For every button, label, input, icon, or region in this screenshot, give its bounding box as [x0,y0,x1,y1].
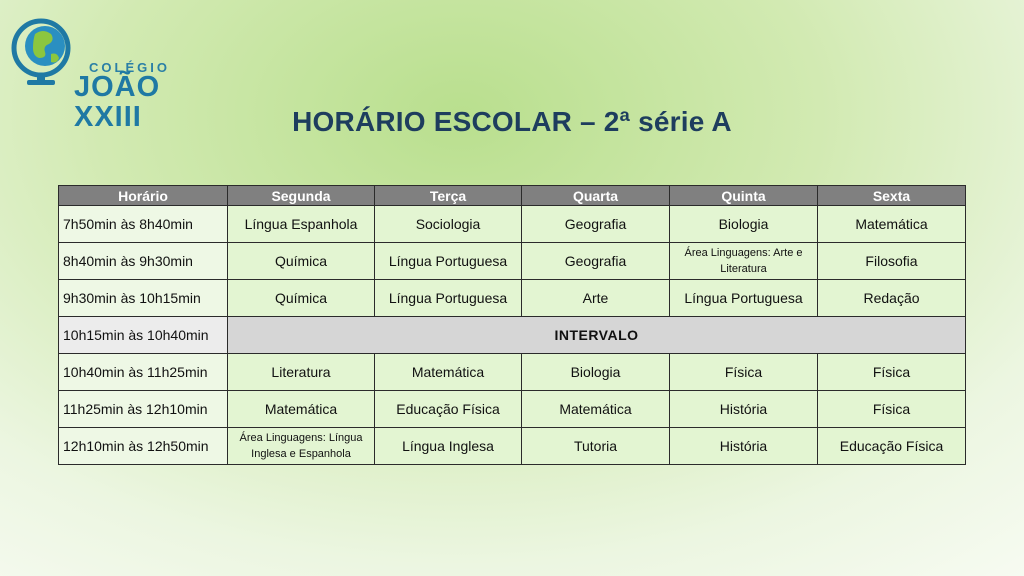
break-cell: INTERVALO [228,317,966,354]
logo-small-text: COLÉGIO [89,60,170,75]
subject-cell: Matemática [375,354,522,391]
time-cell: 10h15min às 10h40min [59,317,228,354]
time-cell: 12h10min às 12h50min [59,428,228,465]
subject-cell: Arte [522,280,670,317]
column-header: Horário [59,186,228,206]
subject-cell: Sociologia [375,206,522,243]
time-cell: 11h25min às 12h10min [59,391,228,428]
column-header: Quinta [670,186,818,206]
column-header: Sexta [818,186,966,206]
subject-cell: Educação Física [375,391,522,428]
subject-cell: Literatura [228,354,375,391]
subject-cell: Filosofia [818,243,966,280]
subject-cell: Física [670,354,818,391]
schedule-table [58,185,966,465]
column-header: Terça [375,186,522,206]
subject-cell: Língua Espanhola [228,206,375,243]
table-row [59,391,966,428]
subject-cell: Língua Portuguesa [375,280,522,317]
subject-cell: História [670,428,818,465]
subject-cell: Biologia [522,354,670,391]
subject-cell: Tutoria [522,428,670,465]
table-row [59,354,966,391]
time-cell: 8h40min às 9h30min [59,243,228,280]
subject-cell: Química [228,280,375,317]
subject-cell: Língua Portuguesa [670,280,818,317]
subject-cell: Língua Portuguesa [375,243,522,280]
subject-cell: Redação [818,280,966,317]
subject-cell: Língua Inglesa [375,428,522,465]
subject-cell: Geografia [522,206,670,243]
time-cell: 10h40min às 11h25min [59,354,228,391]
table-row [59,243,966,280]
subject-cell: Área Linguagens: Arte e Literatura [670,243,818,280]
subject-cell: História [670,391,818,428]
subject-cell: Biologia [670,206,818,243]
table-row [59,206,966,243]
time-cell: 7h50min às 8h40min [59,206,228,243]
column-header: Quarta [522,186,670,206]
school-logo [11,16,231,133]
column-header: Segunda [228,186,375,206]
subject-cell: Matemática [818,206,966,243]
subject-cell: Física [818,391,966,428]
globe-icon [11,16,73,88]
subject-cell: Física [818,354,966,391]
subject-cell: Geografia [522,243,670,280]
subject-cell: Química [228,243,375,280]
table-row [59,280,966,317]
subject-cell: Matemática [228,391,375,428]
table-row [59,428,966,465]
logo-big-text: JOÃO XXIII [74,71,161,133]
subject-cell: Área Linguagens: Língua Inglesa e Espanhola [228,428,375,465]
page-title: HORÁRIO ESCOLAR – 2ª série A [292,106,732,137]
table-header-row [59,186,966,206]
break-row [59,317,966,354]
subject-cell: Matemática [522,391,670,428]
time-cell: 9h30min às 10h15min [59,280,228,317]
subject-cell: Educação Física [818,428,966,465]
